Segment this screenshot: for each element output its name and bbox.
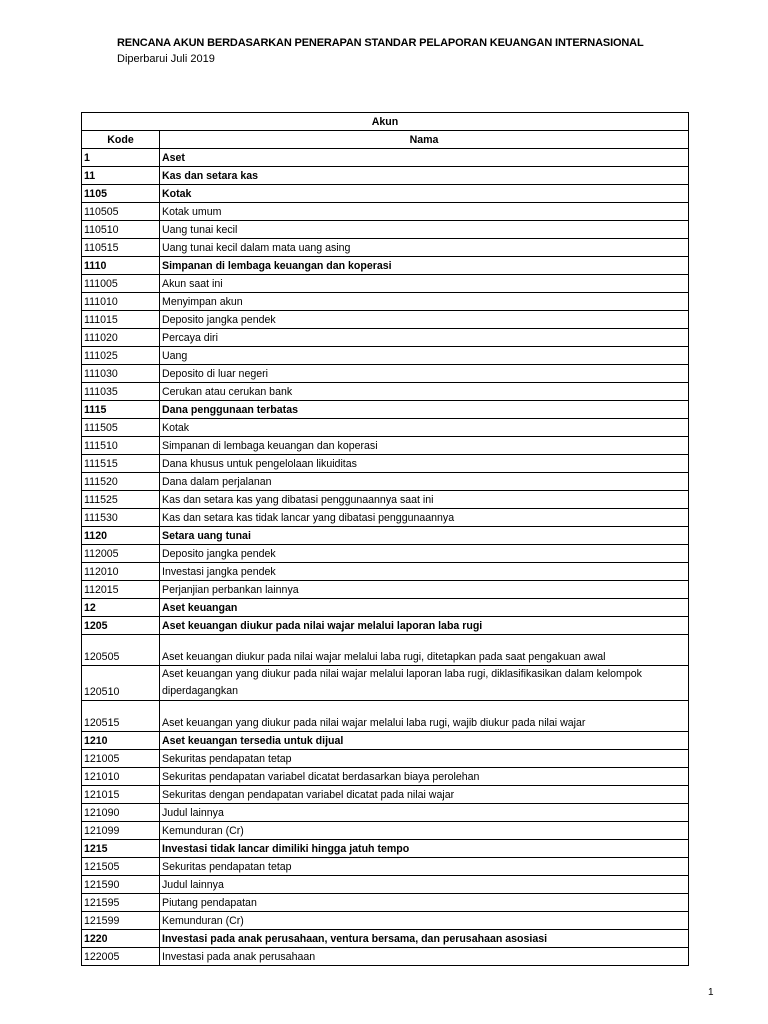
account-code: 110505 <box>82 203 160 221</box>
account-name: Cerukan atau cerukan bank <box>160 383 689 401</box>
account-name: Dana penggunaan terbatas <box>160 401 689 419</box>
account-code: 1115 <box>82 401 160 419</box>
account-name: Kotak <box>160 419 689 437</box>
account-code: 110515 <box>82 239 160 257</box>
account-name: Investasi pada anak perusahaan, ventura bersama, dan perusahaan asosiasi <box>160 930 689 948</box>
account-name: Piutang pendapatan <box>160 894 689 912</box>
account-name: Investasi pada anak perusahaan <box>160 948 689 966</box>
account-name: Sekuritas pendapatan tetap <box>160 750 689 768</box>
account-code: 111020 <box>82 329 160 347</box>
account-name: Kas dan setara kas tidak lancar yang dibatasi penggunaannya <box>160 509 689 527</box>
table-row <box>82 666 689 701</box>
table-row <box>82 365 689 383</box>
account-code: 121005 <box>82 750 160 768</box>
account-name: Kotak <box>160 185 689 203</box>
table-row <box>82 329 689 347</box>
account-code: 1120 <box>82 527 160 545</box>
account-name: Sekuritas pendapatan tetap <box>160 858 689 876</box>
table-row <box>82 275 689 293</box>
account-code: 111035 <box>82 383 160 401</box>
account-name: Sekuritas dengan pendapatan variabel dicatat pada nilai wajar <box>160 786 689 804</box>
account-name: Uang tunai kecil <box>160 221 689 239</box>
account-code: 121015 <box>82 786 160 804</box>
table-row <box>82 419 689 437</box>
account-code: 1220 <box>82 930 160 948</box>
table-row <box>82 347 689 365</box>
account-group-header: Akun <box>82 113 689 131</box>
account-code: 121599 <box>82 912 160 930</box>
page-number: 1 <box>708 987 714 998</box>
table-row <box>82 437 689 455</box>
account-name: Judul lainnya <box>160 804 689 822</box>
account-code: 121590 <box>82 876 160 894</box>
table-row <box>82 491 689 509</box>
account-code: 111005 <box>82 275 160 293</box>
table-row <box>82 257 689 275</box>
account-code: 121099 <box>82 822 160 840</box>
account-code: 111515 <box>82 455 160 473</box>
account-code: 1205 <box>82 617 160 635</box>
account-name: Kemunduran (Cr) <box>160 912 689 930</box>
account-code: 11 <box>82 167 160 185</box>
table-row <box>82 149 689 167</box>
account-name: Perjanjian perbankan lainnya <box>160 581 689 599</box>
account-name: Dana khusus untuk pengelolaan likuiditas <box>160 455 689 473</box>
table-row <box>82 311 689 329</box>
account-name: Kotak umum <box>160 203 689 221</box>
account-name: Kas dan setara kas <box>160 167 689 185</box>
name-column-header: Nama <box>160 131 689 149</box>
table-row <box>82 455 689 473</box>
account-code: 12 <box>82 599 160 617</box>
account-code: 111530 <box>82 509 160 527</box>
table-row <box>82 473 689 491</box>
account-code: 111525 <box>82 491 160 509</box>
account-code: 120510 <box>82 666 160 701</box>
account-code: 1210 <box>82 732 160 750</box>
account-name: Aset keuangan yang diukur pada nilai wajar melalui laba rugi, wajib diukur pada nilai wajar <box>160 701 689 732</box>
table-row <box>82 599 689 617</box>
table-row <box>82 858 689 876</box>
account-name: Dana dalam perjalanan <box>160 473 689 491</box>
table-row <box>82 804 689 822</box>
account-code: 111030 <box>82 365 160 383</box>
account-name: Kas dan setara kas yang dibatasi penggunaannya saat ini <box>160 491 689 509</box>
table-row <box>82 948 689 966</box>
account-name: Menyimpan akun <box>160 293 689 311</box>
table-row <box>82 509 689 527</box>
account-code: 111025 <box>82 347 160 365</box>
account-code: 120505 <box>82 635 160 666</box>
account-code: 122005 <box>82 948 160 966</box>
account-code: 111010 <box>82 293 160 311</box>
table-row <box>82 768 689 786</box>
account-name: Uang tunai kecil dalam mata uang asing <box>160 239 689 257</box>
account-code: 111015 <box>82 311 160 329</box>
account-name: Deposito di luar negeri <box>160 365 689 383</box>
account-name: Judul lainnya <box>160 876 689 894</box>
account-name: Kemunduran (Cr) <box>160 822 689 840</box>
account-name: Aset keuangan yang diukur pada nilai wajar melalui laporan laba rugi, diklasifikasikan dalam kelompok diperdagangkan <box>160 666 689 701</box>
account-code: 110510 <box>82 221 160 239</box>
table-row <box>82 876 689 894</box>
table-row <box>82 894 689 912</box>
table-row <box>82 701 689 732</box>
account-name: Investasi jangka pendek <box>160 563 689 581</box>
table-row <box>82 221 689 239</box>
account-code: 112005 <box>82 545 160 563</box>
table-row <box>82 840 689 858</box>
account-name: Simpanan di lembaga keuangan dan koperasi <box>160 437 689 455</box>
account-rows <box>82 149 689 966</box>
account-code: 121595 <box>82 894 160 912</box>
account-name: Akun saat ini <box>160 275 689 293</box>
account-name: Deposito jangka pendek <box>160 311 689 329</box>
account-code: 121010 <box>82 768 160 786</box>
table-row <box>82 545 689 563</box>
table-row <box>82 527 689 545</box>
document-subtitle: Diperbarui Juli 2019 <box>117 53 215 65</box>
table-row <box>82 167 689 185</box>
account-code: 111510 <box>82 437 160 455</box>
account-code: 1110 <box>82 257 160 275</box>
account-name: Percaya diri <box>160 329 689 347</box>
table-row <box>82 786 689 804</box>
account-code: 120515 <box>82 701 160 732</box>
account-name: Aset <box>160 149 689 167</box>
table-row <box>82 635 689 666</box>
table-row <box>82 185 689 203</box>
table-row <box>82 239 689 257</box>
account-code: 111520 <box>82 473 160 491</box>
account-code: 1105 <box>82 185 160 203</box>
account-name: Aset keuangan <box>160 599 689 617</box>
account-name: Aset keuangan diukur pada nilai wajar melalui laba rugi, ditetapkan pada saat pengakuan awal <box>160 635 689 666</box>
account-name: Aset keuangan tersedia untuk dijual <box>160 732 689 750</box>
table-row <box>82 203 689 221</box>
table-row <box>82 617 689 635</box>
account-name: Aset keuangan diukur pada nilai wajar melalui laporan laba rugi <box>160 617 689 635</box>
account-name: Setara uang tunai <box>160 527 689 545</box>
table-row <box>82 750 689 768</box>
table-row <box>82 822 689 840</box>
account-name: Uang <box>160 347 689 365</box>
chart-of-accounts-table <box>81 112 689 966</box>
account-name: Sekuritas pendapatan variabel dicatat berdasarkan biaya perolehan <box>160 768 689 786</box>
account-code: 121090 <box>82 804 160 822</box>
account-code: 112010 <box>82 563 160 581</box>
account-name: Simpanan di lembaga keuangan dan koperasi <box>160 257 689 275</box>
account-code: 112015 <box>82 581 160 599</box>
table-row <box>82 732 689 750</box>
table-row <box>82 930 689 948</box>
table-row <box>82 383 689 401</box>
account-name: Deposito jangka pendek <box>160 545 689 563</box>
table-row <box>82 293 689 311</box>
account-code: 1 <box>82 149 160 167</box>
table-row <box>82 912 689 930</box>
account-code: 111505 <box>82 419 160 437</box>
account-code: 121505 <box>82 858 160 876</box>
table-row <box>82 401 689 419</box>
account-code: 1215 <box>82 840 160 858</box>
code-column-header: Kode <box>82 131 160 149</box>
table-row <box>82 563 689 581</box>
account-name: Investasi tidak lancar dimiliki hingga jatuh tempo <box>160 840 689 858</box>
table-row <box>82 581 689 599</box>
document-title: RENCANA AKUN BERDASARKAN PENERAPAN STANDAR PELAPORAN KEUANGAN INTERNASIONAL <box>117 37 644 49</box>
